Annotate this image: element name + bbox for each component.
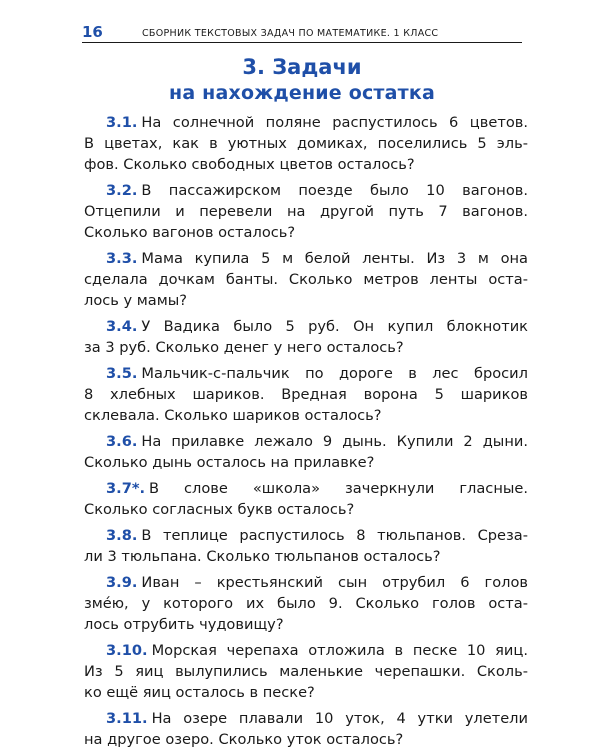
task-line (84, 593, 528, 614)
task-item (84, 640, 528, 703)
task-text: ли 3 тюльпана. Сколько тюльпанов осталось? (84, 548, 441, 565)
task-number: 3.9. (106, 574, 138, 591)
task-line (84, 363, 528, 384)
task-item (84, 112, 528, 175)
task-line (84, 201, 528, 222)
task-item (84, 248, 528, 311)
task-number: 3.8. (106, 527, 138, 544)
task-line (84, 248, 528, 269)
task-text: На озере плавали 10 уток, 4 утки улетели (151, 710, 528, 727)
task-text: лось отрубить чудовищу? (84, 616, 284, 633)
task-item (84, 525, 528, 567)
task-text: Сколько согласных букв осталось? (84, 501, 355, 518)
task-text: На прилавке лежало 9 дынь. Купили 2 дыни. (141, 433, 528, 450)
task-item (84, 180, 528, 243)
book-title: СБОРНИК ТЕКСТОВЫХ ЗАДАЧ ПО МАТЕМАТИКЕ. 1 КЛАСС (142, 28, 439, 39)
task-number: 3.11. (106, 710, 148, 727)
task-line (84, 180, 528, 201)
section-subheading: на нахождение остатка (169, 82, 435, 104)
task-text: Мальчик-с-пальчик по дороге в лес бросил (141, 365, 528, 382)
task-text: Морская черепаха отложила в песке 10 яиц. (151, 642, 528, 659)
task-line (84, 729, 528, 750)
task-item (84, 363, 528, 426)
task-item (84, 316, 528, 358)
running-header (82, 22, 522, 43)
task-line (84, 154, 528, 175)
task-text: склевала. Сколько шариков осталось? (84, 407, 382, 424)
task-line (84, 640, 528, 661)
task-number: 3.3. (106, 250, 138, 267)
task-line (84, 112, 528, 133)
task-text: фов. Сколько свободных цветов осталось? (84, 156, 415, 173)
task-line (84, 499, 528, 520)
task-line (84, 337, 528, 358)
task-text: на другое озеро. Сколько уток осталось? (84, 731, 404, 748)
task-line (84, 133, 528, 154)
task-text: Сколько вагонов осталось? (84, 224, 296, 241)
task-line (84, 384, 528, 405)
task-number: 3.6. (106, 433, 138, 450)
task-line (84, 546, 528, 567)
task-text: змéю, у которого их было 9. Сколько голов оста- (84, 595, 528, 612)
task-text: На солнечной поляне распустилось 6 цветов. (141, 114, 528, 131)
task-item (84, 708, 528, 750)
task-list (84, 112, 528, 755)
task-line (84, 661, 528, 682)
task-text: У Вадика было 5 руб. Он купил блокнотик (141, 318, 528, 335)
task-text: лось у мамы? (84, 292, 188, 309)
page-number: 16 (82, 23, 103, 41)
task-line (84, 572, 528, 593)
task-number: 3.5. (106, 365, 138, 382)
task-line (84, 316, 528, 337)
task-line (84, 452, 528, 473)
task-number: 3.4. (106, 318, 138, 335)
task-text: В пассажирском поезде было 10 вагонов. (141, 182, 528, 199)
task-line (84, 269, 528, 290)
task-item (84, 572, 528, 635)
task-line (84, 222, 528, 243)
task-number: 3.2. (106, 182, 138, 199)
task-line (84, 614, 528, 635)
task-line (84, 405, 528, 426)
task-text: ко ещё яиц осталось в песке? (84, 684, 315, 701)
task-text: В цветах, как в уютных домиках, поселились 5 эль- (84, 135, 528, 152)
section-title (82, 54, 522, 106)
task-number: 3.1. (106, 114, 138, 131)
task-line (84, 478, 528, 499)
task-line (84, 682, 528, 703)
section-heading: 3. Задачи (242, 55, 362, 79)
task-text: Отцепили и перевели на другой путь 7 вагонов. (84, 203, 528, 220)
task-text: Иван – крестьянский сын отрубил 6 голов (141, 574, 528, 591)
task-line (84, 525, 528, 546)
task-line (84, 290, 528, 311)
task-number: 3.7*. (106, 480, 146, 497)
task-text: за 3 руб. Сколько денег у него осталось? (84, 339, 404, 356)
task-text: Сколько дынь осталось на прилавке? (84, 454, 375, 471)
task-item (84, 478, 528, 520)
task-line (84, 431, 528, 452)
task-item (84, 431, 528, 473)
task-text: Мама купила 5 м белой ленты. Из 3 м она (141, 250, 528, 267)
task-text: Из 5 яиц вылупились маленькие черепашки. Сколь- (84, 663, 528, 680)
task-text: В слове «школа» зачеркнули гласные. (149, 480, 528, 497)
task-text: 8 хлебных шариков. Вредная ворона 5 шариков (84, 386, 528, 403)
task-number: 3.10. (106, 642, 148, 659)
task-text: сделала дочкам банты. Сколько метров ленты оста- (84, 271, 528, 288)
task-text: В теплице распустилось 8 тюльпанов. Среза- (141, 527, 528, 544)
task-line (84, 708, 528, 729)
